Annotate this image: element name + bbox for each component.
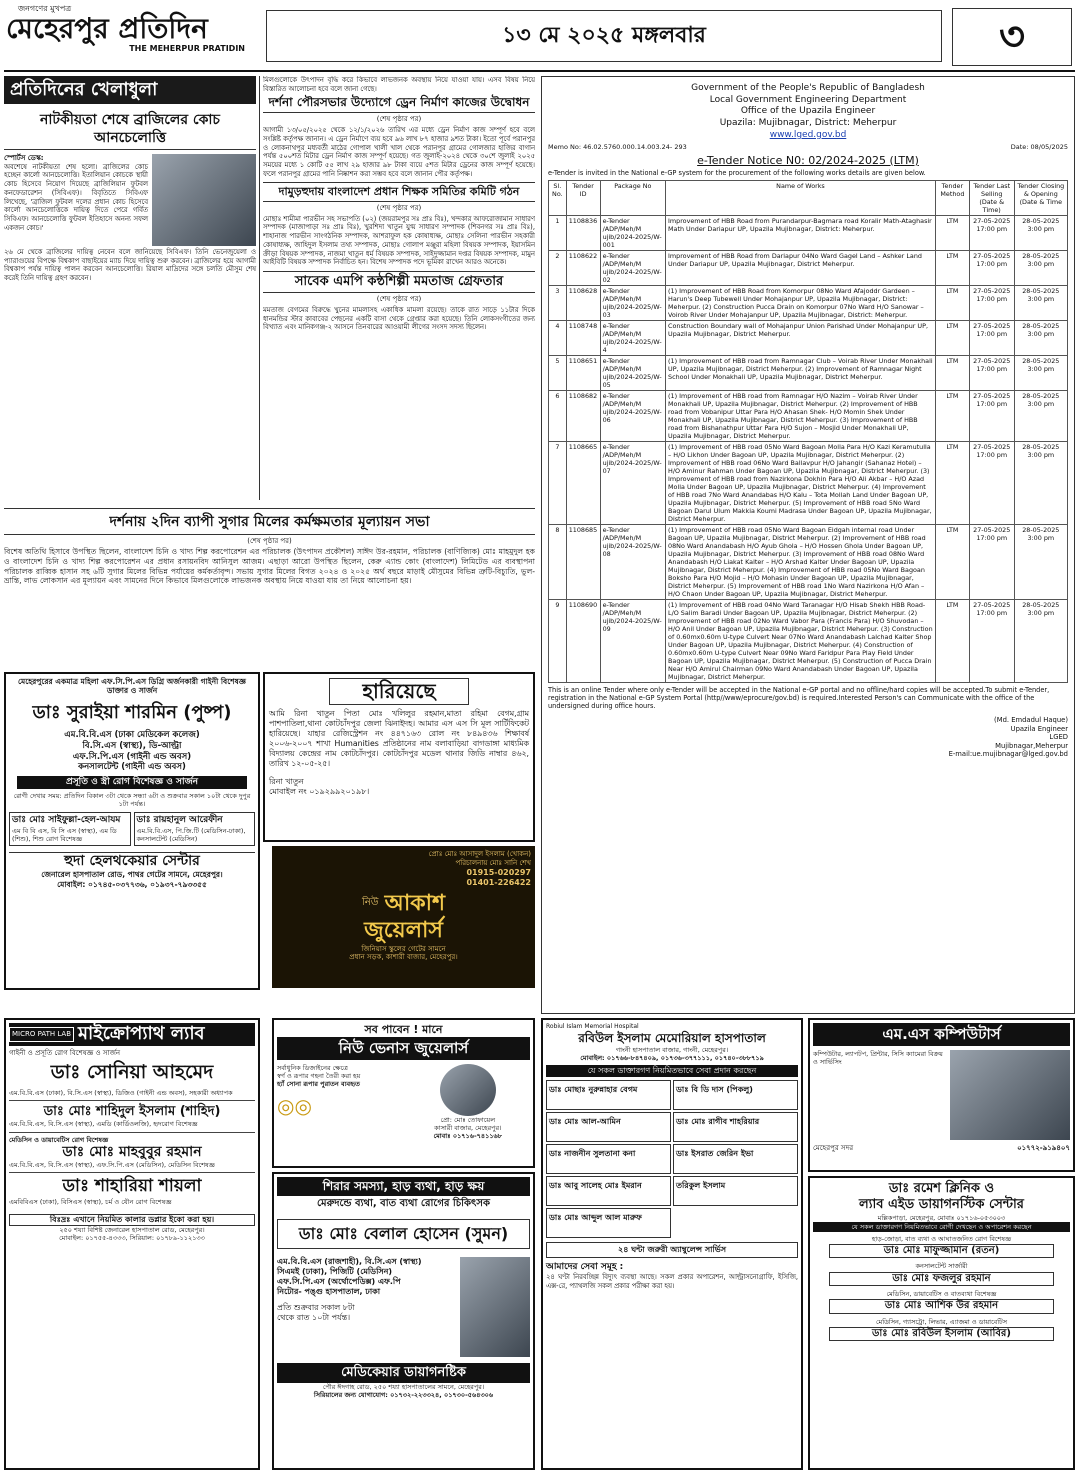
robiul-doctor: ডাঃ ইসরাত জেরিন ইভা bbox=[673, 1144, 798, 1174]
tender-cell-sell: 27-05-2025 17:00 pm bbox=[969, 524, 1014, 599]
tender-cell-sell: 27-05-2025 17:00 pm bbox=[969, 390, 1014, 441]
tender-notice bbox=[541, 76, 1075, 1014]
tender-signature-line: LGED bbox=[1049, 733, 1068, 742]
micropath-address: ২৫০ শয্যা বিশিষ্ট জেনারেল হাসপাতাল রোড, মেহেরপুর। bbox=[59, 1225, 205, 1234]
tender-cell-pkg: e-Tender /ADP/Meh/M ujib/2024-2025/W-09 bbox=[600, 599, 665, 682]
tender-cell-sl: 8 bbox=[549, 524, 567, 599]
huda-address: জেনারেল হাসপাতাল রোড, পাথর গেটের সামনে, মেহেরপুর। bbox=[41, 870, 223, 880]
venus-tag-1: সর্বাধুনিক ডিজাইনের ক্ষেত্রে bbox=[277, 1063, 348, 1072]
ramesh-title-2: ল্যাব এইড ডায়াগনস্টিক সেন্টার bbox=[859, 1197, 1024, 1213]
robiul-name: রবিউল ইসলাম মেমোরিয়াল হাসপাতাল bbox=[578, 1030, 766, 1045]
medicare-address: পৌর ঈদগাহ রোড, ২৫০ শয্যা হাসপাতালের সামনে, মেহেরপুর। bbox=[322, 1382, 485, 1391]
tender-cell-sl: 4 bbox=[549, 320, 567, 355]
akash-address-1: জিনিয়াস স্কুলের গেটের সামনে bbox=[361, 944, 446, 953]
doctor-ad-deg4: কনসালটেন্ট (গাইনী এন্ড অবস) bbox=[78, 762, 186, 773]
tender-signature-line: Mujibnagar,Meherpur bbox=[995, 741, 1068, 750]
tender-table bbox=[548, 180, 1068, 683]
venus-tag-2: স্বর্ণ ও রূপার গহনা তৈরী করা হয় bbox=[277, 1071, 361, 1080]
huda-phones: মোবাইল: ০১৭৪৫-০৩৭৭৩৬, ০১৯৩৭-৭৯৩৩৫৫ bbox=[57, 879, 207, 889]
tender-col-header: Sl. No. bbox=[549, 180, 567, 215]
ramesh-note: যে সকল ডাক্তারগণ নিয়মিতভাবে রোগী দেখছেন ও অপারেশন করছেন bbox=[813, 1222, 1070, 1232]
venus-phone: মোবাঃ ০১৭১৬-৭৪১১৬৮ bbox=[433, 1131, 502, 1140]
venus-top: সব পাবেন ! মানে bbox=[364, 1023, 443, 1036]
tender-cell-sl: 2 bbox=[549, 250, 567, 285]
tender-cell-close: 28-05-2025 3:00 pm bbox=[1014, 441, 1067, 524]
tender-cell-work: Construction Boundary wall of Mohajanpur Union Parishad Under Mohajanpur UP, Upazila Mujibnagar, District Meherpur. bbox=[666, 320, 936, 355]
tender-memo: Memo No: 46.02.5760.000.14.003.24- 293 bbox=[548, 143, 687, 152]
akash-owner: প্রোঃ মোঃ আসাদুল ইসলাম (খোকন) bbox=[428, 850, 531, 858]
micropath-bottom-note: বিঃদ্রঃ এখানে নিয়মিত কালার ডপ্লার ইকো করা হয়। bbox=[9, 1214, 255, 1226]
tender-col-header: Tender Closing & Opening (Date & Time bbox=[1014, 180, 1067, 215]
tender-cell-sell: 27-05-2025 17:00 pm bbox=[969, 285, 1014, 320]
ramesh-spec-3: মেডিসিন, ডায়াবেটিস ও বাতব্যথা বিশেষজ্ঞ bbox=[886, 1290, 997, 1298]
micropath-doctor-4-deg: এমবিবিএস (ঢাকা), বিসিএস (স্বাস্থ্য), চর্ম ও যৌন রোগ বিশেষজ্ঞ bbox=[9, 1197, 172, 1206]
tender-cell-id: 1108622 bbox=[566, 250, 600, 285]
sugar-continued: (শেষ পৃষ্ঠার পর) bbox=[247, 536, 292, 545]
lost-mobile: মোবাইল নং ০১৯২৯৯২০১৯৮। bbox=[269, 786, 370, 796]
robiul-doctor: ডাঃ মোঃ রাগীব শাহরিয়ার bbox=[673, 1112, 798, 1142]
ms-phone: ০১৭৭২-৯১৯৪০৭ bbox=[1017, 1143, 1070, 1152]
tender-gov-3: Office of the Upazila Engineer bbox=[740, 106, 876, 117]
coach-photo bbox=[152, 154, 256, 246]
page-number: ৩ bbox=[952, 8, 1072, 66]
momtaz-continued: (শেষ পৃষ্ঠার পর) bbox=[376, 295, 422, 304]
tender-cell-sell: 27-05-2025 17:00 pm bbox=[969, 250, 1014, 285]
sugar-headline: দর্শনায় ২দিন ব্যাপী সুগার মিলের কর্মক্ষমতার মূল্যায়ন সভা bbox=[4, 512, 535, 535]
tender-cell-sell: 27-05-2025 17:00 pm bbox=[969, 599, 1014, 682]
belal-deg-3: এফ.সি.পি.এস (অর্থোপেডিক্স) এফ.পি bbox=[277, 1276, 401, 1286]
sugar-article bbox=[4, 508, 535, 666]
micropath-doctor-2: ডাঃ মোঃ শাহিদুল ইসলাম (শাহিদ) bbox=[43, 1104, 221, 1120]
tender-cell-method: LTM bbox=[935, 355, 969, 390]
tender-cell-work: (1) Improvement of HBB Road from Komorpur 08No Ward Afajoddr Gardeen – Harun's Deep Tubewell Under Mohajanpur UP, Upazila Mujibnagar, District: Meherpur. (2) Construction Pucca Drain on Komorpur 07No Ward H/O Sanowar – Voirob River Under Mohajanpur UP, Upazila Mujibnagar, District: Meherpur. bbox=[666, 285, 936, 320]
micropath-spec-3: মেডিসিন ও ডায়াবেটিস রোগ বিশেষজ্ঞ bbox=[9, 1135, 109, 1144]
tender-col-header: Tender ID bbox=[566, 180, 600, 215]
robiul-ambulance: ২৪ ঘন্টা জরুরী অ্যাম্বুলেন্স সার্ভিস bbox=[546, 1242, 798, 1258]
tender-signature-line: (Md. Emdadul Haque) bbox=[994, 716, 1068, 725]
robiul-doctor-list bbox=[546, 1080, 798, 1238]
tender-cell-close: 28-05-2025 3:00 pm bbox=[1014, 355, 1067, 390]
tender-cell-sell: 27-05-2025 17:00 pm bbox=[969, 320, 1014, 355]
tender-cell-pkg: e-Tender /ADP/Meh/M ujib/2024-2025/W-02 bbox=[600, 250, 665, 285]
venus-address: কাসারী বাজার, মেহেরপুর। bbox=[434, 1123, 502, 1132]
ms-name: এম.এস কম্পিউটার্স bbox=[813, 1023, 1070, 1046]
sports-desk: স্পোর্টস ডেস্ক: bbox=[4, 154, 44, 162]
drain-continued: (শেষ পৃষ্ঠার পর) bbox=[376, 115, 422, 124]
doctor-3-deg: এম.বি.বি.এস, পি.জি.টি (মেডিসিন-ঢাকা), কনসালটেন্ট (মেডিসিন) bbox=[136, 826, 246, 843]
belal-title-1: শিরার সমস্যা, হাড় ব্যথা, হাড় ক্ষয় bbox=[277, 1177, 530, 1196]
tender-cell-close: 28-05-2025 3:00 pm bbox=[1014, 250, 1067, 285]
robiul-doctor: ডাঃ নাজনীন সুলতানা কনা bbox=[546, 1144, 671, 1174]
tender-cell-id: 1108690 bbox=[566, 599, 600, 682]
ms-address: মেহেরপুর সদর bbox=[813, 1143, 854, 1152]
lost-title: হারিয়েছে bbox=[329, 678, 469, 705]
ramesh-spec-4: মেডিসিন, গ্যাসট্রো, লিভার, এ্যাজমা ও ডায়াবেটিস bbox=[875, 1317, 1007, 1326]
akash-jewellers-ad bbox=[272, 846, 535, 988]
robiul-address: গাংনী হাসপাতাল বাজার, গাংনী, মেহেরপুর। bbox=[615, 1045, 729, 1054]
tender-cell-method: LTM bbox=[935, 250, 969, 285]
tender-cell-close: 28-05-2025 3:00 pm bbox=[1014, 215, 1067, 250]
robiul-hospital-ad bbox=[541, 1018, 803, 1470]
tender-cell-id: 1108748 bbox=[566, 320, 600, 355]
venus-owner: প্রো: মোঃ তোফায়েল bbox=[440, 1115, 496, 1124]
brand-name: মেহেরপুর প্রতিদিন bbox=[6, 12, 208, 45]
momtaz-headline: সাবেক এমপি কন্ঠশিল্পী মমতাজ গ্রেফতার bbox=[263, 271, 535, 293]
robiul-phone: মোবাইল: ০১৭৬৬-৮৪৭৪০৯, ০১৭৩৬-৩৭৭১১১, ০১৭৪০-৩৮৮৭১৯ bbox=[580, 1053, 764, 1062]
tender-signature bbox=[548, 716, 1068, 758]
tender-gov-4: Upazila: Mujibnagar, District: Meherpur bbox=[719, 118, 897, 129]
lost-body: আমি রিনা খাতুন পিতা মোঃ খলিলুর রহমান,মাতা রহিমা বেগম,গ্রাম পাশপাতিলা,থানা কোটচাঁদপুর জেলা ঝিনাইদহ। আমার এস এস সি মূল সার্টিফিকেট হারিয়েছে। যাহার রেজিস্ট্রেশন নং ৪৪৭১৬৩ রোল নং ৮৪৯৪৩৬ শিক্ষাবর্ষ ২০০৬-২০০৭ শাখা Humanities প্রতিষ্ঠানের নাম বলাবাড়িয়া বাগডাঙ্গা মাধ্যমিক বিদ্যালয় কেন্দ্রের নাম কোটচাঁদপুর। কোটচাঁদপুর মডেল থানার জিডি নাম্বার ৪৬২, তারিখ ১২-০৫-২৫। bbox=[269, 709, 529, 768]
tender-cell-sell: 27-05-2025 17:00 pm bbox=[969, 355, 1014, 390]
doctor-2-deg: এম বি বি এস, বি সি এস (স্বাস্থ্য), এম ডি (শিশু), শিশু রোগ বিশেষজ্ঞ bbox=[12, 826, 117, 843]
tender-row bbox=[549, 524, 1068, 599]
tender-cell-pkg: e-Tender /ADP/Meh/M ujib/2024-2025/W-08 bbox=[600, 524, 665, 599]
tender-col-header: Name of Works bbox=[666, 180, 936, 215]
venus-name: নিউ ভেনাস জুয়েলার্স bbox=[277, 1037, 530, 1060]
doctor-ad bbox=[4, 672, 260, 990]
ramesh-clinic-ad bbox=[808, 1176, 1075, 1470]
akash-name-2: জুয়েলার্স bbox=[364, 918, 443, 943]
drain-body: আগামী ১৩/০৫/২০২৫ থেকে ১২/১/২০২৬ তারিখ এর মধ্যে ড্রেন নির্মাণ কাজ সম্পূর্ণ হবে বলে সংশ্লিষ্ট কর্তৃপক্ষ জানান। এ ড্রেন নির্মাণে ব্যয় হবে ৯৬ লাখ ৮৭ হাজার ৯শত টাকা। ইতো পূর্বে পরানপুর ও লোকনাথপুর মধ্যবর্তী মাঠের গোপাল খালী খাল থেকে পরানপুর গ্রামের গোলজার হাজির বাগান পর্যন্ত ৫০০শত মিটার ড্রেন নির্মাণ কাজ সম্পূর্ণ হয়েছে। গত জুলাই-২০২৪ থেকে ৩০শে জুলাই ২০২৫ সময়ের মধ্যে ১ কোটি ৫৫ লাখ ২৯ হাজার ৯৮ টাকা ব্যয়ে ৫শত মিটার ড্রেনের কাজ সম্পূর্ণ হয়েছে। ফলে পরানপুর গ্রামের পানি নিষ্কাশন করা সম্ভব হবে বলে জানান পৌর কর্তৃপক্ষ। bbox=[263, 126, 535, 178]
drain-headline: দর্শনা পৌরসভার উদ্যোগে ড্রেন নির্মাণ কাজের উদ্বোধন bbox=[263, 93, 535, 113]
tender-cell-method: LTM bbox=[935, 390, 969, 441]
tender-cell-close: 28-05-2025 3:00 pm bbox=[1014, 524, 1067, 599]
doctor-ad-time: রোগী দেখার সময়: প্রতিদিন বিকাল ৩টা থেকে সন্ধ্যা ৬টা ও শুক্রবার সকাল ১০টা থেকে দুপুর ১টা পর্যন্ত। bbox=[13, 792, 251, 809]
tender-date: Date: 08/05/2025 bbox=[1010, 143, 1068, 152]
teacher-body: মোছাঃ শামীমা পারভীন সহ সভাপতি (০২) (জয়রামপুর সঃ প্রাঃ বিঃ), খন্দকার আফরোজামান সাধারণ সম্পাদক (মাজাপাড়া সঃ প্রাঃ বিঃ), খুরশিদা খাতুন যুগ্ম সাধারণ সম্পাদক (শিবনগর সঃ প্রাঃ বিঃ), শাহানাজ পারভীন সাংগঠনিক সম্পাদক, আশরাফুল হক কোষাধ্যক্ষ, মোছাঃ সেলিনা পারভীন সহকারী কোষাধ্যক্ষ, জাহিদুল ইসলাম তথ্য সম্পাদক, মোছাঃ গোলাপ মঞ্জুরা মহিলা বিষয়ক সম্পাদক, ইয়াসমিন ক্রীড়া বিষয়ক সম্পাদক, নাজমা খাতুন ধর্ম বিষয়ক সম্পাদক, সাইদুজ্জামান দপ্তর বিষয়ক সম্পাদক, মামুন আইবিটি বিষয়ক সম্পাদক নির্বাচিত হন। বিশেষ সম্পাদক পদে ভূমিকা রাখেন আরও অনেকে। bbox=[263, 214, 535, 267]
tender-cell-sl: 5 bbox=[549, 355, 567, 390]
tender-cell-id: 1108685 bbox=[566, 524, 600, 599]
belal-deg-4: নিটোর- পঙ্গু হাসপাতাল, ঢাকা bbox=[277, 1286, 381, 1296]
micropath-name: মাইক্রোপ্যাথ ল্যাব bbox=[78, 1023, 205, 1044]
robiul-english: Robiul Islam Memorial Hospital bbox=[546, 1023, 639, 1030]
teacher-headline: দামুড়হুদায় বাংলাদেশ প্রধান শিক্ষক সমিতির কমিটি গঠন bbox=[263, 182, 535, 202]
tender-cell-method: LTM bbox=[935, 320, 969, 355]
micropath-phone: মোবাইল: ০১৭৫৫-৪৩৩৩, সিরিয়াল: ০১৭৮৯-১১২১৩৩ bbox=[59, 1233, 205, 1242]
belal-deg-2: সিএমই (ঢাকা), পিজিটি (মেডিসিন) bbox=[277, 1266, 393, 1276]
akash-address-2: প্রধান সড়ক, কাশারী বাজার, মেহেরপুর। bbox=[349, 953, 458, 962]
lost-notice bbox=[263, 672, 535, 842]
ramesh-title-1: ডাঃ রমেশ ক্লিনিক ও bbox=[888, 1181, 995, 1196]
brand-english: THE MEHERPUR PRATIDIN bbox=[129, 44, 245, 53]
micropath-doctor-4: ডাঃ শাহারিয়া শায়লা bbox=[62, 1176, 202, 1197]
tender-row bbox=[549, 215, 1068, 250]
belal-photo bbox=[460, 1257, 530, 1357]
sports-section bbox=[4, 76, 260, 500]
tender-row bbox=[549, 441, 1068, 524]
sugar-body: বিশেষ অতিথি হিসাবে উপস্থিত ছিলেন, বাংলাদেশ চিনি ও খাদ্য শিল্প করপোরেশন এর পরিচালক (উৎপাদন প্রকৌশল) সাঈদ উর-রহমান, পরিচালক (বাণিজ্যিক) মোঃ মাহমুদুল হক ও বাংলাদেশ চিনি ও খাদ্য শিল্প করপোরেশন এর প্রধান রসায়নবিদ আনিসুল আজম। এছাড়া আরো উপস্থিত ছিলেন, কেরু এ্যান্ড কোং (বাংলাদেশ) লিমিটেড এর ব্যবস্থাপনা পরিচালক রাব্বিক হাসান সহ ৬টি সুগার মিলের বিভিন্ন পর্যায়ের কর্মকর্তাবৃন্দ। সভায় সুগার মিলের বিগত ২০২৪ ও ২০২৫ অর্থ বছরে মাড়াই মৌসুমের বিভিন্ন ত্রুটি-বিচ্যুতি, ভুল-ভ্রান্তি, লাভ লোকসান এর মূল্যায়ন এবং সামনের দিনে কিভাবে মিলগুলোকে লাভজনক অবস্থায় নিয়ে যাওয়া যায় তা নিয়ে আলোচনা হয়। bbox=[4, 547, 535, 586]
tender-cell-close: 28-05-2025 3:00 pm bbox=[1014, 320, 1067, 355]
ramesh-spec-1: হাড়-জোড়া, বাত ব্যথা ও আঘাতজনিত রোগ বিশেষজ্ঞ bbox=[871, 1234, 1012, 1243]
brand-tagline: জনগণের মুখপত্র bbox=[18, 4, 72, 13]
sports-body-2: ২৬ মে থেকে ব্রাজিলের দায়িত্ব নেবেন বলে জানিয়েছে সিবিএফ। তিনি ভেনেজুয়েলা ও প্যারাগুয়ের বিপক্ষে বিশ্বকাপ বাছাইয়ের ম্যাচ দিয়ে দায়িত্ব শুরু করবেন। ব্রাজিলের হয়ে আগামী বিশ্বকাপ পর্যন্ত দায়িত্ব পালন করবেন আনচেলোত্তি। রিয়াল মাদ্রিদের সঙ্গে চলতি মৌসুম শেষ করেই তিনি দায়িত্ব গ্রহণ করবেন। bbox=[4, 248, 256, 283]
tender-cell-close: 28-05-2025 3:00 pm bbox=[1014, 285, 1067, 320]
cctv-camera-image bbox=[950, 1050, 1070, 1140]
tender-cell-id: 1108665 bbox=[566, 441, 600, 524]
tender-cell-sell: 27-05-2025 17:00 pm bbox=[969, 441, 1014, 524]
lost-name: রিনা খাতুন bbox=[269, 776, 304, 786]
tender-cell-work: Improvement of HBB Road from Dariapur 04No Ward Gagel Land – Ashker Land Under Dariapur UP, Upazila Mujibnagar, District Meherpur. bbox=[666, 250, 936, 285]
tender-cell-method: LTM bbox=[935, 285, 969, 320]
tender-cell-sl: 1 bbox=[549, 215, 567, 250]
doctor-ad-deg3: এফ.সি.পি.এস (গাইনী এন্ড অবস) bbox=[72, 751, 192, 762]
header-rule bbox=[4, 70, 1075, 72]
micropath-spec-1: গাইনী ও প্রসূতি রোগ বিশেষজ্ঞ ও সার্জন bbox=[9, 1048, 121, 1057]
micropath-doctor-3: ডাঃ মোঃ মাহবুবুর রহমান bbox=[62, 1143, 202, 1160]
robiul-doctor: ডাঃ মোছাঃ নুরুন্নাহার বেগম bbox=[546, 1080, 671, 1110]
micropath-doctor-1-deg: এম.বি.বি.এস (ঢাকা), বি.সি.এস (স্বাস্থ্য), ডিজিও (গাইনী এন্ড অবস), সহকারী অধ্যাপক bbox=[9, 1089, 233, 1097]
robiul-doctor: ডাঃ মোঃ আল-আমিন bbox=[546, 1112, 671, 1142]
tender-cell-id: 1108682 bbox=[566, 390, 600, 441]
tender-cell-id: 1108628 bbox=[566, 285, 600, 320]
ramesh-doctor-3: ডাঃ মোঃ আশিক উর রহমান bbox=[829, 1299, 1054, 1314]
sports-headline: নাটকীয়তা শেষে ব্রাজিলের কোচ আনচেলোত্তি bbox=[4, 110, 256, 150]
news-column-2 bbox=[263, 76, 535, 502]
robiul-doctor: তরিকুল ইসলাম bbox=[673, 1176, 798, 1206]
tender-cell-close: 28-05-2025 3:00 pm bbox=[1014, 390, 1067, 441]
tender-cell-work: Improvement of HBB Road from Purandarpur-Bagmara road Koralir Math-Ataghasir Math Under Dariapur UP, Upazila Mujibnagar, District: Meherpur. bbox=[666, 215, 936, 250]
venus-jewellers-ad bbox=[272, 1018, 535, 1168]
tender-row bbox=[549, 599, 1068, 682]
doctor-ad-top: মেহেরপুরের একমাত্র মহিলা এফ.সি.পি.এস ডিগ্রি অর্জনকারী গাইনী বিশেষজ্ঞ ডাক্তার ও সার্জন bbox=[18, 677, 246, 696]
tender-row bbox=[549, 250, 1068, 285]
tender-cell-method: LTM bbox=[935, 524, 969, 599]
tender-row bbox=[549, 390, 1068, 441]
tender-website-link[interactable]: www.lged.gov.bd bbox=[769, 129, 847, 140]
robiul-doctor: ডাঃ মোঃ আব্দুল আল মারুফ bbox=[546, 1208, 671, 1238]
tender-cell-sl: 7 bbox=[549, 441, 567, 524]
teacher-continued: (শেষ পৃষ্ঠার পর) bbox=[376, 204, 422, 212]
venus-owner-photo bbox=[440, 1064, 496, 1116]
belal-time-1: প্রতি শুক্রবার সকাল ৮টা bbox=[277, 1302, 355, 1312]
tender-signature-line: E-mail:ue.mujibnagar@lged.gov.bd bbox=[948, 750, 1068, 759]
tender-cell-pkg: e-Tender /ADP/Meh/M ujib/2024-2025/W-001 bbox=[600, 215, 665, 250]
tender-col-header: Package No bbox=[600, 180, 665, 215]
tender-cell-sl: 6 bbox=[549, 390, 567, 441]
belal-name: ডাঃ মোঃ বেলাল হোসেন (সুমন) bbox=[277, 1219, 530, 1249]
tender-cell-pkg: e-Tender /ADP/Meh/M ujib/2024-2025/W-03 bbox=[600, 285, 665, 320]
robiul-service-title: আমাদের সেবা সমূহ : bbox=[546, 1261, 624, 1272]
sports-section-title: প্রতিদিনের খেলাধুলা bbox=[4, 76, 256, 104]
doctor-3-name: ডাঃ রায়হানুল আরেফীন bbox=[136, 815, 223, 826]
tender-cell-pkg: e-Tender /ADP/Meh/M ujib/2024-2025/W-4 bbox=[600, 320, 665, 355]
belal-deg-1: এম.বি.বি.এস (রাজশাহী), বি.সি.এস (স্বাস্থ্য) bbox=[277, 1256, 422, 1266]
tender-cell-sell: 27-05-2025 17:00 pm bbox=[969, 215, 1014, 250]
tender-cell-pkg: e-Tender /ADP/Meh/M ujib/2024-2025/W-07 bbox=[600, 441, 665, 524]
belal-time-2: থেকে রাত ১০টা পর্যন্ত। bbox=[277, 1312, 351, 1322]
tender-col-header: Tender Last Selling (Date & Time) bbox=[969, 180, 1014, 215]
akash-new: নিউ bbox=[361, 897, 379, 908]
robiul-service-note: ২৪ ঘণ্টা নিরবচ্ছিন্ন বিদ্যুৎ ব্যবস্থা আছে। সকল প্রকার অপারেশন, আল্ট্রাসনোগ্রাফি, ইসিজি, এক্স-রে, প্যাথলজি সকল প্রকার পরীক্ষা করা হয়। bbox=[546, 1273, 798, 1290]
ms-computers-ad bbox=[808, 1018, 1075, 1172]
masthead bbox=[6, 4, 261, 68]
tender-cell-method: LTM bbox=[935, 215, 969, 250]
tender-signature-line: Upazila Engineer bbox=[1010, 724, 1068, 733]
micropath-doctor-3-deg: এম.বি.বি.এস, বি.সি.এস (স্বাস্থ্য), এফ.সি.পি.এস (মেডিসিন), মেডিসিন বিশেষজ্ঞ bbox=[9, 1161, 215, 1170]
tender-cell-pkg: e-Tender /ADP/Meh/M ujib/2024-2025/W-05 bbox=[600, 355, 665, 390]
tender-title: e-Tender Notice N0: 02/2024-2025 (LTM) bbox=[697, 153, 919, 167]
robiul-services-title: যে সকল ডাক্তারগণ নিয়মিতভাবে সেবা প্রদান করছেন bbox=[546, 1065, 798, 1077]
tender-cell-close: 28-05-2025 3:00 pm bbox=[1014, 599, 1067, 682]
medicare-phone: সিরিয়ালের জন্য যোগাযোগ: ০১৭৩২-২২৩৩২৪, ০১৭৩০-৫৬৪৩০৬ bbox=[313, 1390, 494, 1399]
tender-col-header: Tender Method bbox=[935, 180, 969, 215]
ramesh-spec-2: কনসালটেন্ট সার্জারী bbox=[915, 1262, 968, 1271]
tender-cell-sl: 3 bbox=[549, 285, 567, 320]
micropath-lab-ad bbox=[4, 1018, 260, 1470]
huda-center: হুদা হেলথকেয়ার সেন্টার bbox=[9, 852, 255, 871]
tender-row bbox=[549, 320, 1068, 355]
ramesh-address: মল্লিকপাড়া, মেহেরপুর, মোবাঃ ০১৭১৬-০৫৩০০৩ bbox=[877, 1213, 1006, 1222]
micropath-doctor-2-deg: এম.বি.বি.এস, বি.সি.এস (স্বাস্থ্য), এমডি (কার্ডিওলজি), হৃদরোগ বিশেষজ্ঞ bbox=[9, 1120, 198, 1129]
ms-tag: কম্পিউটার, ল্যাপটপ, প্রিন্টার, সিসি ক্যামেরা বিক্রয় ও সার্ভিসিং bbox=[813, 1049, 943, 1066]
tender-row bbox=[549, 285, 1068, 320]
akash-phone-2: 01401-226422 bbox=[466, 877, 531, 887]
tender-cell-pkg: e-Tender /ADP/Meh/M ujib/2024-2025/W-06 bbox=[600, 390, 665, 441]
medicare-center: মেডিকেয়ার ডায়াগনষ্টিক bbox=[277, 1363, 530, 1383]
micropath-doctor-1: ডাঃ সোনিয়া আহমেদ bbox=[50, 1061, 214, 1084]
doctor-ad-name: ডাঃ সুরাইয়া শারমিন (পুষ্প) bbox=[32, 701, 232, 723]
tender-cell-work: (1) Improvement of HBB road from Ramnagar Club – Voirab River Under Monakhali UP, Upazila Mujibnagar, District Meherpur. (2) Improvement of Ramnagar Night School Under Monakhali UP, Upazila Mujibnagar, District Meherpur. bbox=[666, 355, 936, 390]
mills-intro: মিলগুলোকে উৎপাদন বৃদ্ধি করে কিভাবে লাভজনক অবস্থায় নিয়ে যাওয়া যায়। এসব বিষয় নিয়ে বিস্তারিত আলোচনা হবে বলে জানা গেছে। bbox=[263, 76, 535, 93]
tender-cell-sl: 9 bbox=[549, 599, 567, 682]
tender-cell-work: (1) Improvement of HBB road 04No Ward Taranagar H/O Hisab Shekh HBB Road-L/O Salim Baradi Under Bagoan UP, Upazila Mujibnagar, District Meherpur. (2) Improvement of HBB road 02No Ward Vabor Para (Francis Para) H/O Shuvodan – H/O Anil Under Bagoan UP, Upazila Mujibnagar, District Meherpur. (3) Construction of 0.60mx0.60m U-type Culvert Near 07No Ward Anandabash Lalchad Kalter Shop Under Bagoan UP, Upazila Mujibnagar, District Meherpur. (4) Construction of 0.60mx0.60m U-type Culvert Near 09No Ward Faridpur Para Play Field Under Bagoan UP, Upazila Mujibnagar, District Meherpur. (5) Construction of Pucca Drain Near H/O Amirul Chairman 09No Ward Anandabash Under Bagoan UP, Upazila Mujibnagar, District Meherpur. bbox=[666, 599, 936, 682]
ramesh-doctor-1: ডাঃ মোঃ মাফুজ্জামান (রতন) bbox=[829, 1244, 1054, 1259]
doctor-ad-deg1: এম.বি.বি.এস (ঢাকা মেডিকেল কলেজ) bbox=[64, 730, 200, 741]
tender-cell-id: 1108836 bbox=[566, 215, 600, 250]
tender-cell-work: (1) Improvement of HBB road from Ramnagar H/O Nazim – Voirab River Under Monakhali UP, Upazila Mujibnagar, District Meherpur. (2) Improvement of HBB road from Vobanipur Uttar Para H/O Ahasan Shek- H/O Momin Shek Under Monakhali UP, Upazila Mujibnagar, District Meherpur. (3) Improvement of HBB road from Bishanathpur Uttar Para H/O Sujon – Mosjid Under Monakhali UP, Upazila Mujibnagar, District Meherpur. bbox=[666, 390, 936, 441]
doctor-2-name: ডাঃ মোঃ সাইফুল্লা-হেল-আযম bbox=[12, 815, 121, 826]
tender-gov-2: Local Government Engineering Department bbox=[709, 94, 907, 105]
akash-name-1: আকাশ bbox=[384, 890, 446, 916]
venus-tag-3: হ্যাঁ সোনা রূপার পুরাতন ব্যবহৃত bbox=[277, 1079, 360, 1088]
tender-gov-1: Government of the People's Republic of Bangladesh bbox=[691, 83, 925, 93]
akash-phone-1: 01915-020297 bbox=[466, 867, 531, 877]
tender-cell-id: 1108651 bbox=[566, 355, 600, 390]
sports-body-1: অবশেষে নাটকীয়তা শেষ হলো। ব্রাজিলের কোচ হচ্ছেন কার্লো আনচেলোত্তি। ইতালিয়ান কোচকে স্থায়ী কোচ হিসেবে নিয়োগ দিয়েছে ব্রাজিলিয়ান ফুটবল কনফেডারেশন (সিবিএফ)। বিবৃতিতে সিবিএফ লিখেছে, 'ব্রাজিল ফুটবল দলের প্রধান কোচ হিসেবে কার্লো আনচেলোত্তিকে দায়িত্ব দিতে পেরে গর্বিত সিবিএফ। আনচেলোত্তি ফুটবল ইতিহাসে অনন্য সফল একজন কোচ।' bbox=[4, 162, 148, 232]
tender-cell-method: LTM bbox=[935, 441, 969, 524]
tender-cell-work: (1) Improvement of HBB road 05No Ward Bagoan Eidgah internal road Under Bagoan UP, Upazila Mujibnagar, District Meherpur. (2) Improvement of HBB road 08No Ward Anandabash H/O Ayub Ghola – H/O Hossen Ghola Under Bagoan UP, Upazila Mujibnagar, District Meherpur. (3) Improvement of HBB road 08No Ward Anandabash H/O Liakat Kalter – H/O Arshad Kalter Under Bagoan UP, Upazila Mujibnagar, District Meherpur. (4) Improvement of HBB road 05No Ward Bagoan Boksho Para H/O Mojid – H/O Mohasin Under Bagoan UP, Upazila Mujibnagar, District Meherpur. (5) Improvement of HBB road 1No Ward Nazirkona H/O Afan – H/O Chaon Under Bagoan UP, Upazila Mujibnagar, District Meherpur. bbox=[666, 524, 936, 599]
belal-title-2: মেরুদন্ডে ব্যথা, বাত ব্যথা রোগের চিকিৎসক bbox=[317, 1198, 490, 1209]
micropath-logo: MICRO PATH LAB bbox=[9, 1027, 74, 1042]
akash-note: পরিচালনায় মোঃ সানি শেখ bbox=[455, 858, 531, 867]
ramesh-doctor-2: ডাঃ মোঃ ফজলুর রহমান bbox=[829, 1272, 1054, 1287]
tender-cell-method: LTM bbox=[935, 599, 969, 682]
momtaz-body: মমতাজ বেগমের বিরুদ্ধে খুনের মামলাসহ একাধিক মামলা রয়েছে। তাকে রাত সাড়ে ১১টার দিকে ধানমন্ডির স্টার কাবাবের পেছনের একটি বাসা থেকে গ্রেপ্তার করা হয়েছে। তিনি লোকসংগীতের জন্য বিখ্যাত এবং মানিকগঞ্জ-২ আসনে তিনবারের আওয়ামী লীগের সংসদ সদস্য ছিলেন। bbox=[263, 305, 535, 332]
tender-intro: e-Tender is invited in the National e-GP system for the procurement of the following works details are given below. bbox=[548, 169, 926, 178]
robiul-doctor: ডাঃ বি ডি দাস (পিকলু) bbox=[673, 1080, 798, 1110]
doctor-ad-spec: প্রসূতি ও স্ত্রী রোগ বিশেষজ্ঞ ও সার্জন bbox=[17, 776, 247, 789]
doctor-ad-deg2: বি.সি.এস (স্বাস্থ্য), ডি-আল্ট্রা bbox=[82, 740, 182, 751]
ramesh-doctor-4: ডাঃ মোঃ রবিউল ইসলাম (আবির) bbox=[829, 1327, 1054, 1342]
tender-row bbox=[549, 355, 1068, 390]
ring-icon: ◎◎ bbox=[277, 1093, 312, 1118]
belal-doctor-ad bbox=[272, 1172, 535, 1470]
issue-date: ১৩ মে ২০২৫ মঙ্গলবার bbox=[266, 10, 942, 62]
tender-footer: This is an online Tender where only e-Tender will be accepted in the National e-GP portal and no offline/hard copies will be accepted.To submit e-Tender, registration in the National e-GP System Portal (http//www/eprocure/gov.bd) is required.Interested Person's can Communicate with the office of the undersigned during office hours. bbox=[548, 685, 1050, 711]
robiul-doctor: ডাঃ আবু সালেহ মোঃ ইমরান bbox=[546, 1176, 671, 1206]
tender-cell-work: (1) Improvement of HBB road 05No Ward Bagoan Molla Para H/O Kazi Keramutulla – H/O Likhon Under Bagoan UP, Upazila Mujibnagar, District Meherpur. (2) Improvement of HBB road 06No Ward Ballavpur H/O Jahangir (Sahanaz Hotel) – H/O Aminur Rahman Under Bagoan UP, Upazila Mujibnagar, District Meherpur. (3) Improvement of HBB road from Nazirkona Dokhin Para H/O Ali Akbar – H/O Azad Molla Under Bagoan UP, Upazila Mujibnagar, District Meherpur. (4) Improvement of HBB road 7No Ward Anandabas H/O Kalu – Tota Mollah Land Under Bagoan UP, Upazila Mujibnagar, District Meherpur. (5) Improvement of HBB road 5No Ward Bagoan Darul Ulum Makkia Koumi Madrasa Under Bagoan UP, Upazila Mujibnagar, District Meherpur. bbox=[666, 441, 936, 524]
